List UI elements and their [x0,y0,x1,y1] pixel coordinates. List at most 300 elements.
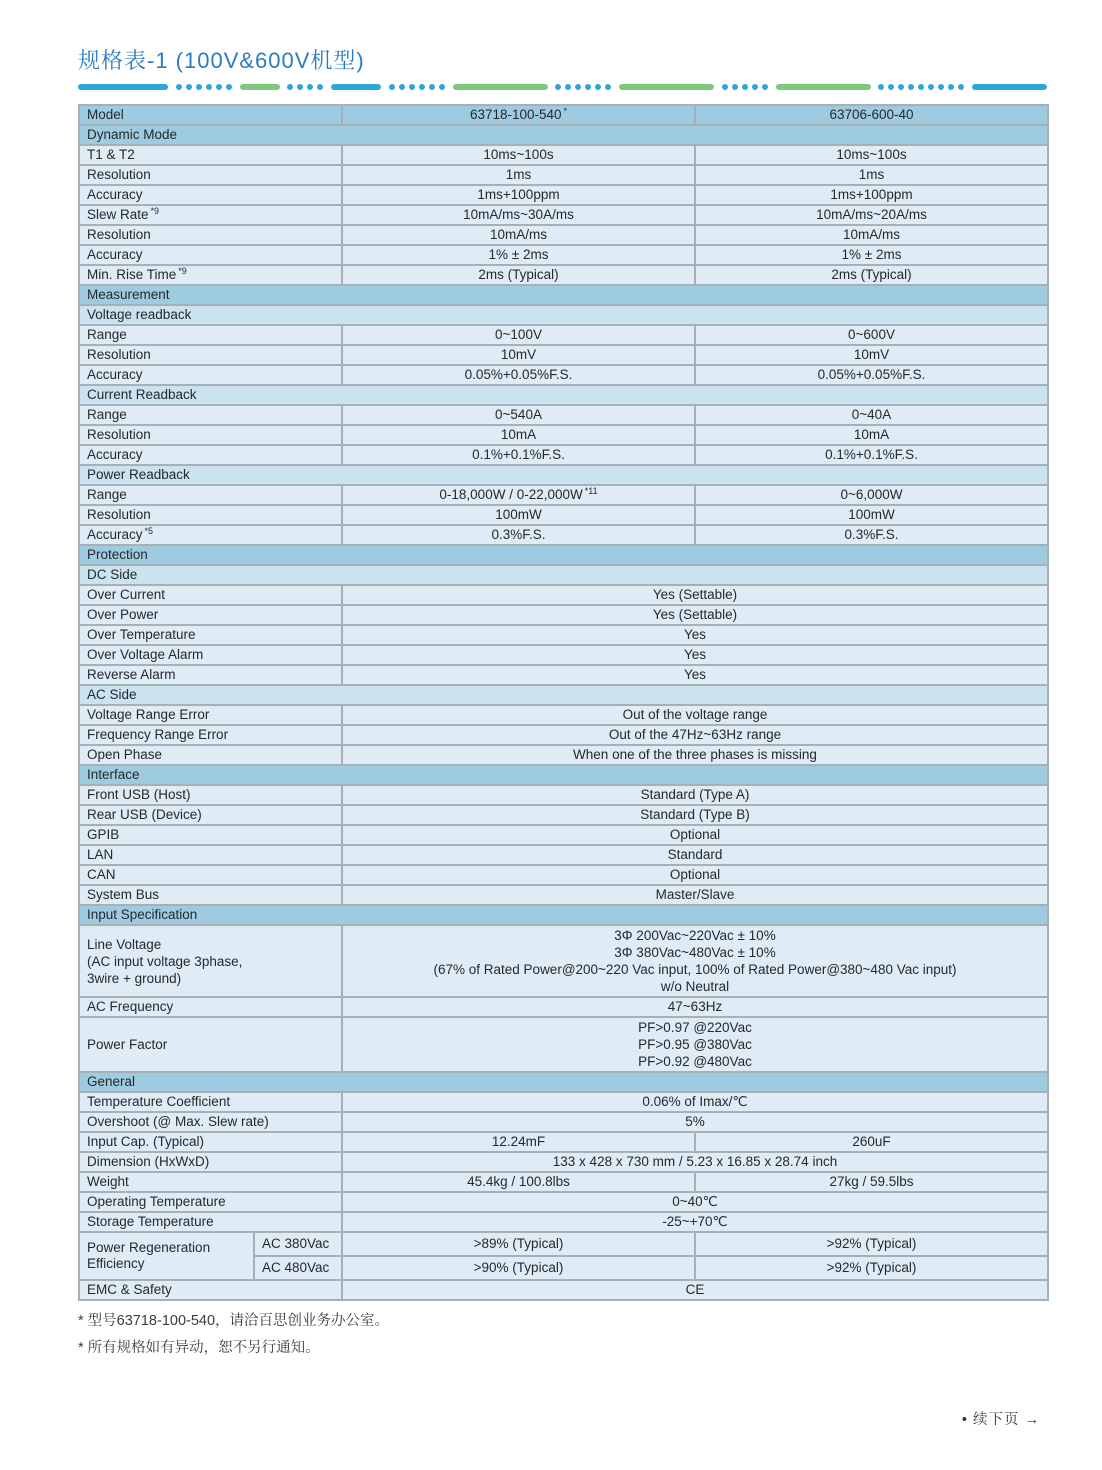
spec-row [79,705,1048,725]
spec-row [79,485,1048,505]
row-label-text: Resolution [87,427,151,442]
row-value-line: PF>0.97 @220Vac [638,1020,752,1035]
row-label [79,365,342,385]
row-value [342,1256,695,1280]
row-label [79,445,342,465]
row-label-text: CAN [87,867,116,882]
row-label [79,605,342,625]
footnotes [78,1311,1047,1358]
row-value-line: PF>0.92 @480Vac [638,1054,752,1069]
section-row [79,1072,1048,1092]
divider-bar [453,84,548,90]
row-label [79,105,342,125]
row-label [79,1152,342,1172]
divider-dots [722,84,768,90]
divider-bar [619,84,714,90]
row-value-text: 100mW [848,507,895,522]
section-header [79,1072,1048,1092]
row-label [79,805,342,825]
spec-row [79,745,1048,765]
row-value-text: 5% [685,1114,705,1129]
row-value-text: 1ms+100ppm [830,187,913,202]
row-value-text: 10mV [500,347,537,362]
divider-dots [176,84,232,90]
row-value [342,865,1048,885]
row-value-text: 0.1%+0.1%F.S. [472,447,565,462]
row-value-text: 1ms [858,167,885,182]
row-value-text: 63718-100-540 [469,107,562,122]
section-row [79,285,1048,305]
row-value-text: 0~600V [848,327,895,342]
row-label-text: Reverse Alarm [87,667,176,682]
spec-row [79,505,1048,525]
row-value-text: Master/Slave [655,887,735,902]
row-value [342,165,695,185]
row-value [695,1132,1048,1152]
row-sublabel [254,1256,342,1280]
row-value [342,145,695,165]
row-label [79,225,342,245]
row-value [342,265,695,285]
row-value [342,1192,1048,1212]
row-value [342,1280,1048,1300]
row-label [79,1017,342,1072]
divider-dot [565,84,571,90]
spec-row [79,825,1048,845]
row-label-text: Temperature Coefficient [87,1094,231,1109]
row-label-text: Rear USB (Device) [87,807,202,822]
row-label [79,1192,342,1212]
subsection-row [79,685,1048,705]
row-label [79,425,342,445]
row-value-text: 10mA [853,427,890,442]
divider-dot [742,84,748,90]
row-value-text: 0~40℃ [672,1194,718,1209]
row-value-text: >90% (Typical) [473,1260,564,1275]
divider-dot [216,84,222,90]
divider-dot [399,84,405,90]
divider-dot [595,84,601,90]
section-label: DC Side [87,567,138,582]
divider-dot [196,84,202,90]
row-value-text: When one of the three phases is missing [573,747,817,762]
row-value [342,725,1048,745]
row-value [695,165,1048,185]
row-value-text: 133 x 428 x 730 mm / 5.23 x 16.85 x 28.74 inch [552,1154,838,1169]
row-label [79,725,342,745]
spec-row [79,425,1048,445]
row-value [342,805,1048,825]
row-value [342,665,1048,685]
spec-row [79,645,1048,665]
section-row [79,765,1048,785]
row-label-text: Range [87,407,127,422]
spec-row [79,205,1048,225]
row-label-text: Frequency Range Error [87,727,229,742]
row-value-text: 0~40A [851,407,892,422]
divider-dot [948,84,954,90]
row-value-text: 63706-600-40 [829,107,914,122]
row-label-text: Over Power [87,607,159,622]
row-label [79,505,342,525]
title-divider [78,83,1047,91]
row-value [695,485,1048,505]
row-value-text: 0~100V [495,327,542,342]
row-label [79,265,342,285]
row-label-text: Range [87,327,127,342]
row-label [79,665,342,685]
section-label: Input Specification [87,907,198,922]
spec-row [79,665,1048,685]
row-value-line: 3Φ 380Vac~480Vac ± 10% [614,945,776,960]
section-header [79,765,1048,785]
row-value [342,845,1048,865]
row-label-text: GPIB [87,827,120,842]
row-value-text: 0.3%F.S. [844,527,899,542]
row-label [79,885,342,905]
row-value-text: Optional [669,827,721,842]
spec-row [79,165,1048,185]
row-label-text: Operating Temperature [87,1194,226,1209]
divider-dot [732,84,738,90]
row-value-text: 1% ± 2ms [488,247,549,262]
section-label: Power Readback [87,467,190,482]
row-label [79,925,342,997]
row-label [79,1132,342,1152]
row-label [79,405,342,425]
row-value [695,205,1048,225]
row-value [342,1092,1048,1112]
row-label [79,165,342,185]
spec-row [79,1192,1048,1212]
row-value [342,1132,695,1152]
divider-dot [605,84,611,90]
row-label-line: 3wire + ground) [87,970,182,986]
section-label: Measurement [87,287,170,302]
divider-dot [898,84,904,90]
row-value [342,625,1048,645]
spec-row [79,785,1048,805]
spec-row [79,605,1048,625]
spec-row [79,145,1048,165]
row-value-text: 27kg / 59.5lbs [829,1174,914,1189]
row-sublabel [254,1232,342,1256]
divider-dot [419,84,425,90]
row-value-line: PF>0.95 @380Vac [638,1037,752,1052]
row-value-text: 2ms (Typical) [831,267,912,282]
row-value [695,345,1048,365]
divider-bar [776,84,871,90]
row-label [79,745,342,765]
row-label [79,325,342,345]
row-value [695,1172,1048,1192]
spec-row [79,365,1048,385]
row-label-text: Resolution [87,507,151,522]
row-label [79,185,342,205]
subsection-row [79,385,1048,405]
row-value-text: 10mA/ms~20A/ms [816,207,927,222]
row-label [79,205,342,225]
row-value-text: CE [685,1282,705,1297]
row-label [79,1172,342,1192]
divider-dot [752,84,758,90]
row-value [695,425,1048,445]
divider-dot [908,84,914,90]
section-label: Dynamic Mode [87,127,178,142]
divider-dot [878,84,884,90]
row-label [79,645,342,665]
row-label [79,1212,342,1232]
spec-row [79,325,1048,345]
subsection-header [79,565,1048,585]
row-value-text: 260uF [852,1134,891,1149]
row-value-text: 0-18,000W / 0-22,000W [439,487,583,502]
spec-row [79,445,1048,465]
divider-dot [297,84,303,90]
spec-row [79,725,1048,745]
row-label [79,485,342,505]
row-label-sup: *9 [150,205,160,216]
row-value-text: 10mA [500,427,537,442]
row-value [342,405,695,425]
divider-dot [226,84,232,90]
row-value [695,325,1048,345]
row-value-text: 45.4kg / 100.8lbs [467,1174,570,1189]
divider-dot [928,84,934,90]
row-label-text: Open Phase [87,747,163,762]
spec-row [79,1132,1048,1152]
row-label-text: Overshoot (@ Max. Slew rate) [87,1114,269,1129]
row-value-text: 10mA/ms [489,227,547,242]
row-value [695,185,1048,205]
row-value [695,1256,1048,1280]
row-label-text: Min. Rise Time [87,267,177,282]
row-value-text: 2ms (Typical) [478,267,559,282]
row-value [695,1232,1048,1256]
row-value [695,145,1048,165]
row-label-text: Slew Rate [87,207,149,222]
row-label [79,705,342,725]
row-label-text: Over Current [87,587,166,602]
model-header-row [79,105,1048,125]
spec-table [78,104,1049,1301]
subsection-header [79,685,1048,705]
row-label [79,245,342,265]
row-label-text: Dimension (HxWxD) [87,1154,210,1169]
row-label-text: Voltage Range Error [87,707,210,722]
row-value-text: 1ms+100ppm [477,187,560,202]
divider-dot [585,84,591,90]
divider-dot [555,84,561,90]
row-label-text: Accuracy [87,247,143,262]
divider-dot [762,84,768,90]
row-value [695,525,1048,545]
row-value-text: Yes [683,667,707,682]
row-value [695,405,1048,425]
row-value [695,505,1048,525]
row-value [342,205,695,225]
divider-dot [389,84,395,90]
divider-dots [878,84,964,90]
row-value-line: w/o Neutral [660,979,730,994]
row-value-text: 1% ± 2ms [841,247,902,262]
divider-dot [575,84,581,90]
row-value [342,1232,695,1256]
row-label [79,845,342,865]
row-label-text: Input Cap. (Typical) [87,1134,205,1149]
divider-bar [972,84,1047,90]
section-label: Current Readback [87,387,197,402]
divider-dot [287,84,293,90]
row-value-text: 10ms~100s [836,147,907,162]
divider-dot [409,84,415,90]
row-value-text: Yes (Settable) [652,587,738,602]
row-value [342,1152,1048,1172]
row-value-text: 0.1%+0.1%F.S. [825,447,918,462]
row-value [695,225,1048,245]
spec-row [79,1232,1048,1256]
row-label-text: EMC & Safety [87,1282,172,1297]
row-value [342,365,695,385]
row-label [79,345,342,365]
divider-bar [78,84,168,90]
row-label [79,525,342,545]
divider-dot [186,84,192,90]
section-row [79,545,1048,565]
section-label: General [87,1074,136,1089]
row-label [79,785,342,805]
spec-row [79,525,1048,545]
row-value-sup: *11 [584,485,598,496]
row-sublabel-text: AC 480Vac [262,1260,330,1275]
row-value [342,605,1048,625]
row-value [342,485,695,505]
row-label-text: Front USB (Host) [87,787,191,802]
row-value [342,645,1048,665]
section-label: AC Side [87,687,137,702]
section-header [79,285,1048,305]
row-label-text: Model [87,107,124,122]
row-label [79,625,342,645]
divider-dot [206,84,212,90]
row-label [79,825,342,845]
divider-dot [722,84,728,90]
row-value [695,265,1048,285]
row-value-text: 0.05%+0.05%F.S. [464,367,573,382]
row-label-text: Accuracy [87,367,143,382]
row-value-sup: * [563,105,568,116]
row-value-text: Yes [683,647,707,662]
subsection-row [79,465,1048,485]
row-label-text: Resolution [87,227,151,242]
row-value-text: Yes [683,627,707,642]
row-label-text: Accuracy [87,447,143,462]
continue-note: • 续下页 → [961,1412,1040,1428]
spec-row [79,1152,1048,1172]
row-value-text: 10mA/ms [842,227,900,242]
spec-row [79,1112,1048,1132]
row-value [342,997,1048,1017]
spec-row [79,845,1048,865]
row-value-text: 0.06% of Imax/℃ [642,1094,748,1109]
spec-row [79,925,1048,997]
subsection-row [79,305,1048,325]
row-value-text: 1ms [505,167,532,182]
spec-row [79,585,1048,605]
section-row [79,905,1048,925]
footnote-1: * 型号63718-100-540，请洽百思创业务办公室。 [78,1313,390,1329]
row-value-text: 10ms~100s [483,147,554,162]
subsection-header [79,385,1048,405]
row-value [342,1112,1048,1132]
row-value [342,445,695,465]
row-value [695,365,1048,385]
row-value-text: Out of the 47Hz~63Hz range [608,727,782,742]
row-value [342,705,1048,725]
divider-dot [958,84,964,90]
row-label-text: Over Voltage Alarm [87,647,204,662]
row-value-text: >89% (Typical) [473,1236,564,1251]
row-value-text: 10mA/ms~30A/ms [463,207,574,222]
row-value-text: 10mV [853,347,890,362]
row-label-text: Power Factor [87,1036,168,1052]
row-value [342,1172,695,1192]
divider-bar [240,84,280,90]
section-header [79,125,1048,145]
spec-row [79,885,1048,905]
row-value [342,525,695,545]
section-label: Voltage readback [87,307,192,322]
subsection-header [79,305,1048,325]
divider-dot [307,84,313,90]
row-label-line: (AC input voltage 3phase, [87,953,243,969]
row-label-text: Storage Temperature [87,1214,214,1229]
row-value-text: Standard [667,847,723,862]
divider-dots [287,84,323,90]
divider-dot [918,84,924,90]
row-value [342,185,695,205]
row-value-text: 0~540A [495,407,542,422]
row-value-line: (67% of Rated Power@200~220 Vac input, 100% of Rated Power@380~480 Vac input) [433,962,957,977]
row-value [342,505,695,525]
row-value-text: 12.24mF [491,1134,546,1149]
row-value [695,245,1048,265]
row-value-text: Standard (Type B) [640,807,750,822]
row-value [342,325,695,345]
spec-row [79,1280,1048,1300]
spec-row [79,345,1048,365]
row-value-text: >92% (Typical) [826,1236,917,1251]
row-label [79,1112,342,1132]
row-value [342,1017,1048,1072]
spec-row [79,265,1048,285]
row-value-text: Out of the voltage range [622,707,768,722]
row-value-text: >92% (Typical) [826,1260,917,1275]
row-value [695,105,1048,125]
row-value [342,745,1048,765]
row-value [342,425,695,445]
row-label-text: Range [87,487,127,502]
row-value [342,585,1048,605]
page-content [78,48,1047,1365]
row-label-text: Weight [87,1174,129,1189]
spec-row [79,405,1048,425]
row-value-text: Standard (Type A) [640,787,750,802]
row-value [342,345,695,365]
row-label-text: Resolution [87,167,151,182]
row-label-text: Over Temperature [87,627,196,642]
row-value [342,885,1048,905]
